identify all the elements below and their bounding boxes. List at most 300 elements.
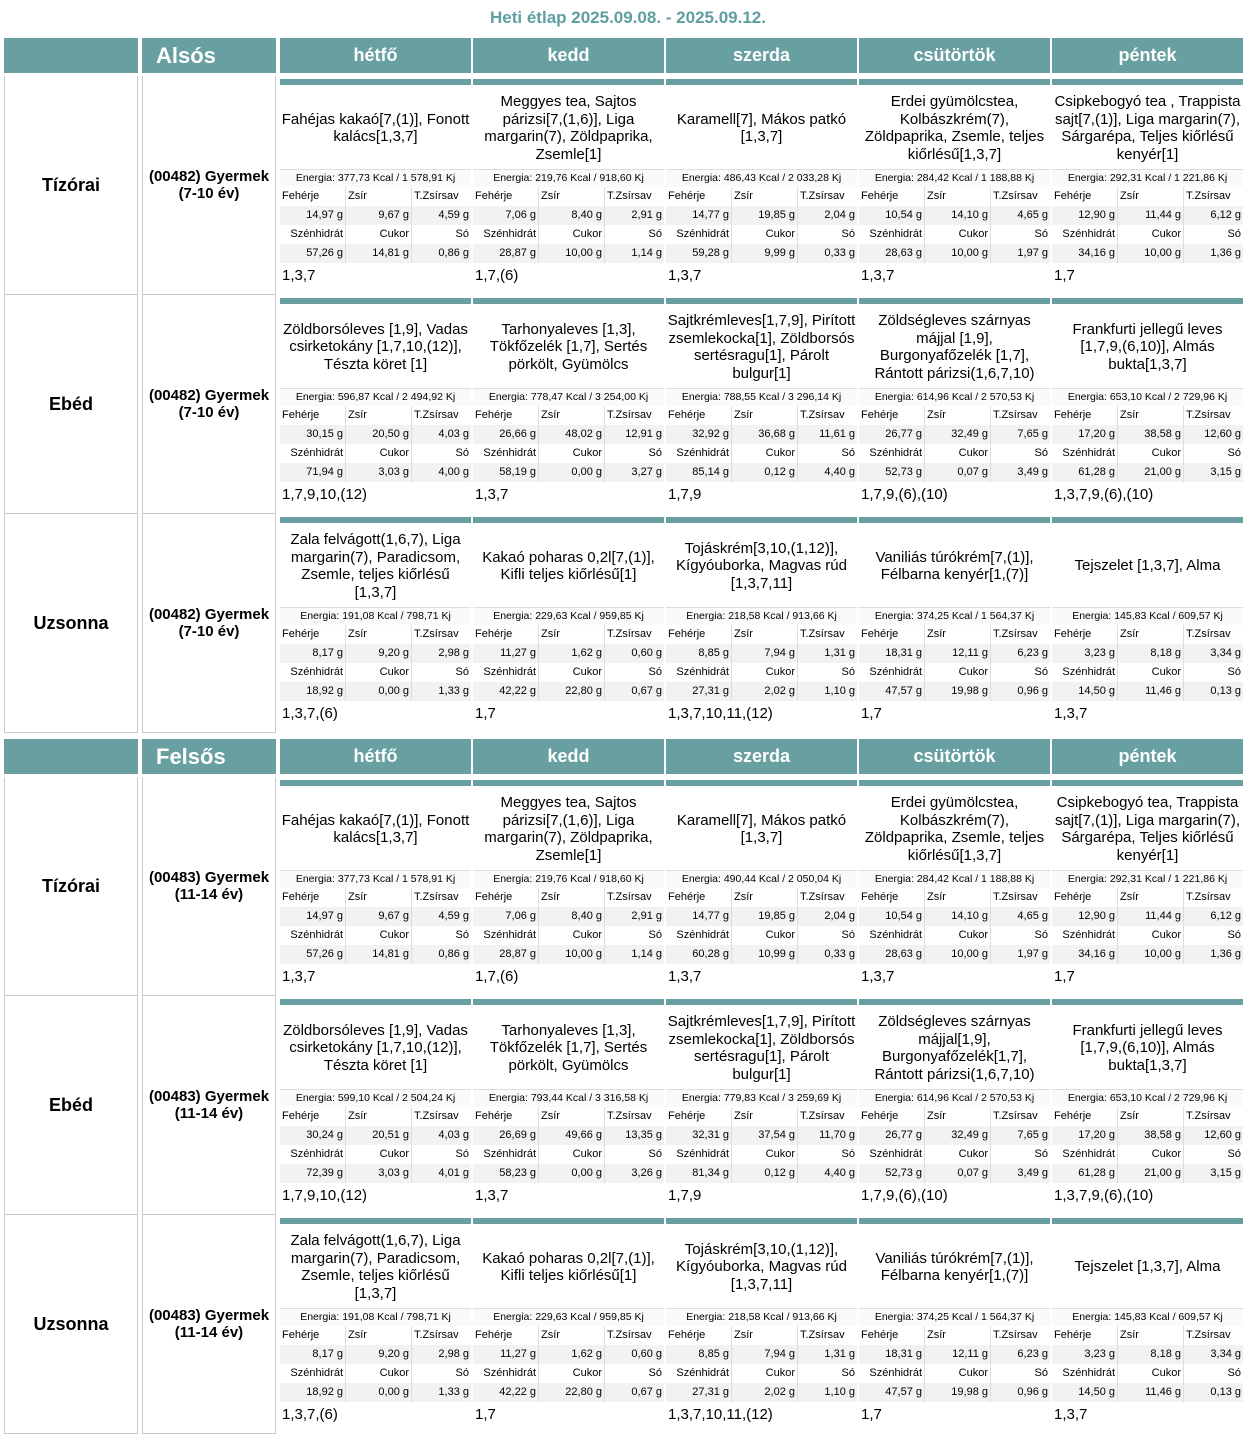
nutrient-value: 72,39 g [280, 1164, 346, 1183]
nutrient-value: 3,03 g [346, 463, 412, 482]
nutrient-label: T.Zsírsav [607, 409, 652, 421]
nutrient-value: 7,94 g [732, 644, 798, 663]
energy-value: Energia: 793,44 Kcal / 3 316,58 Kj [473, 1089, 664, 1108]
nutrient-value: 19,98 g [925, 1383, 991, 1402]
nutrient-label: Fehérje [666, 888, 732, 907]
nutrient-labels [1052, 625, 1243, 644]
nutrient-values [280, 907, 471, 926]
nutrient-values [280, 206, 471, 225]
nutrient-labels [1052, 1145, 1243, 1164]
nutrient-label: Fehérje [473, 1107, 539, 1126]
nutrient-value: 1,31 g [824, 1348, 855, 1360]
cell-top-bar [666, 517, 857, 523]
nutrient-value: 1,33 g [438, 1386, 469, 1398]
nutrient-label: T.Zsírsav [1186, 891, 1231, 903]
nutrient-values [280, 244, 471, 263]
energy-value: Energia: 788,55 Kcal / 3 296,14 Kj [666, 388, 857, 407]
nutrient-value: 2,91 g [631, 910, 662, 922]
nutrient-value: 61,28 g [1052, 463, 1118, 482]
nutrient-value: 3,27 g [631, 466, 662, 478]
nutrient-label: Só [1034, 447, 1048, 459]
nutrient-value: 28,63 g [859, 244, 925, 263]
nutrient-value: 1,10 g [824, 685, 855, 697]
day-header: szerda [666, 739, 857, 774]
nutrient-value: 14,81 g [346, 244, 412, 263]
nutrient-value: 34,16 g [1052, 945, 1118, 964]
nutrient-labels [280, 926, 471, 945]
nutrient-values [473, 206, 664, 225]
nutrient-label: Zsír [925, 625, 991, 644]
nutrient-label: Só [841, 666, 855, 678]
nutrient-label: Fehérje [1052, 888, 1118, 907]
nutrient-values [666, 1345, 857, 1364]
nutrient-labels [1052, 888, 1243, 907]
allergen-list: 1,7 [861, 705, 882, 722]
nutrient-value: 10,00 g [539, 244, 605, 263]
nutrient-labels [1052, 225, 1243, 244]
nutrient-label: Cukor [539, 663, 605, 682]
nutrient-label: Só [648, 228, 662, 240]
nutrient-value: 6,12 g [1210, 910, 1241, 922]
cell-top-bar [859, 298, 1050, 304]
nutrient-label: T.Zsírsav [607, 891, 652, 903]
allergen-list: 1,7,(6) [475, 267, 519, 284]
nutrient-values [666, 244, 857, 263]
nutrient-value: 34,16 g [1052, 244, 1118, 263]
nutrient-labels [666, 444, 857, 463]
nutrient-value: 1,14 g [631, 247, 662, 259]
nutrient-value: 14,10 g [925, 206, 991, 225]
nutrient-values [859, 1126, 1050, 1145]
allergen-list: 1,7,9,10,(12) [282, 486, 368, 503]
nutrient-label: Zsír [732, 1107, 798, 1126]
nutrient-values [473, 1383, 664, 1402]
nutrient-label: T.Zsírsav [607, 1329, 652, 1341]
energy-value: Energia: 377,73 Kcal / 1 578,91 Kj [280, 870, 471, 889]
age-group: (00483) Gyermek (11-14 év) [142, 1215, 276, 1434]
nutrient-labels [859, 444, 1050, 463]
menu-cell [666, 1218, 857, 1431]
nutrient-value: 18,31 g [859, 1345, 925, 1364]
nutrient-label: Fehérje [666, 1326, 732, 1345]
allergen-list: 1,3,7,9,(6),(10) [1054, 486, 1154, 503]
nutrient-label: Zsír [346, 888, 412, 907]
nutrient-value: 1,36 g [1210, 948, 1241, 960]
energy-value: Energia: 218,58 Kcal / 913,66 Kj [666, 607, 857, 626]
nutrient-value: 4,65 g [1017, 910, 1048, 922]
nutrient-label: T.Zsírsav [607, 628, 652, 640]
nutrient-labels [666, 225, 857, 244]
nutrient-label: Fehérje [473, 888, 539, 907]
nutrient-values [666, 1164, 857, 1183]
nutrient-values [280, 1345, 471, 1364]
nutrient-label: Szénhidrát [1052, 444, 1118, 463]
cell-top-bar [280, 999, 471, 1005]
cell-top-bar [473, 1218, 664, 1224]
nutrient-values [473, 945, 664, 964]
nutrient-label: Szénhidrát [280, 663, 346, 682]
food-description: Karamell[7], Mákos patkó [1,3,7] [676, 110, 847, 145]
nutrient-label: Cukor [1118, 225, 1184, 244]
menu-cell [280, 79, 471, 292]
nutrient-values [666, 945, 857, 964]
food-description: Csipkebogyó tea, Trappista sajt[7,(1)], Liga margarin(7), Sárgarépa, Teljes kiőrlésű kenyér[1] [1054, 794, 1241, 864]
energy-value: Energia: 614,96 Kcal / 2 570,53 Kj [859, 388, 1050, 407]
menu-cell [859, 517, 1050, 730]
nutrient-label: T.Zsírsav [800, 409, 845, 421]
nutrient-values [1052, 206, 1243, 225]
nutrient-value: 4,59 g [438, 910, 469, 922]
nutrient-values [859, 907, 1050, 926]
nutrient-value: 11,44 g [1118, 206, 1184, 225]
nutrient-label: Só [1227, 1148, 1241, 1160]
nutrient-value: 4,00 g [438, 466, 469, 478]
allergen-list: 1,7 [475, 705, 496, 722]
nutrient-labels [473, 888, 664, 907]
cell-top-bar [1052, 298, 1243, 304]
nutrient-value: 8,40 g [539, 907, 605, 926]
nutrient-label: Cukor [925, 444, 991, 463]
nutrient-label: Zsír [925, 1326, 991, 1345]
nutrient-labels [280, 1107, 471, 1126]
nutrient-values [859, 244, 1050, 263]
nutrient-value: 26,77 g [859, 1126, 925, 1145]
nutrient-label: Szénhidrát [1052, 926, 1118, 945]
nutrient-values [859, 682, 1050, 701]
nutrient-values [859, 425, 1050, 444]
cell-top-bar [280, 517, 471, 523]
nutrient-values [1052, 1345, 1243, 1364]
nutrient-value: 6,23 g [1017, 1348, 1048, 1360]
nutrient-label: Só [648, 1367, 662, 1379]
day-header: kedd [473, 38, 664, 73]
age-group: (00483) Gyermek (11-14 év) [142, 777, 276, 996]
nutrient-labels [666, 663, 857, 682]
nutrient-values [1052, 1126, 1243, 1145]
nutrient-label: T.Zsírsav [414, 190, 459, 202]
nutrient-values [666, 907, 857, 926]
menu-cell [473, 780, 664, 993]
menu-cell [666, 999, 857, 1212]
energy-value: Energia: 779,83 Kcal / 3 259,69 Kj [666, 1089, 857, 1108]
nutrient-value: 4,03 g [438, 428, 469, 440]
nutrient-label: Cukor [732, 225, 798, 244]
nutrient-label: Cukor [346, 1145, 412, 1164]
food-description: Kakaó poharas 0,2l[7,(1)], Kifli teljes kiőrlésű[1] [482, 1249, 655, 1284]
nutrient-label: Cukor [346, 1364, 412, 1383]
nutrient-label: Só [1227, 1367, 1241, 1379]
nutrient-value: 9,99 g [732, 244, 798, 263]
nutrient-value: 47,57 g [859, 682, 925, 701]
nutrient-label: Só [455, 1148, 469, 1160]
day-header: csütörtök [859, 739, 1050, 774]
nutrient-value: 28,87 g [473, 945, 539, 964]
nutrient-value: 0,12 g [732, 1164, 798, 1183]
nutrient-value: 85,14 g [666, 463, 732, 482]
allergen-list: 1,3,7,9,(6),(10) [1054, 1187, 1154, 1204]
cell-top-bar [666, 298, 857, 304]
nutrient-labels [280, 1364, 471, 1383]
nutrient-values [1052, 425, 1243, 444]
nutrient-value: 0,12 g [732, 463, 798, 482]
nutrient-label: Szénhidrát [859, 926, 925, 945]
nutrient-value: 0,67 g [631, 685, 662, 697]
nutrient-value: 42,22 g [473, 682, 539, 701]
nutrient-values [473, 644, 664, 663]
menu-cell [280, 517, 471, 730]
energy-value: Energia: 653,10 Kcal / 2 729,96 Kj [1052, 1089, 1243, 1108]
allergen-list: 1,3,7 [1054, 1406, 1088, 1423]
meal-name: Tízórai [4, 76, 138, 295]
nutrient-label: Zsír [1118, 187, 1184, 206]
nutrient-label: Szénhidrát [666, 225, 732, 244]
nutrient-label: Szénhidrát [859, 1364, 925, 1383]
nutrient-value: 2,98 g [438, 1348, 469, 1360]
cell-top-bar [666, 999, 857, 1005]
day-header: csütörtök [859, 38, 1050, 73]
nutrient-values [859, 1345, 1050, 1364]
nutrient-labels [473, 1145, 664, 1164]
menu-cell [1052, 517, 1243, 730]
nutrient-labels [666, 406, 857, 425]
nutrient-value: 3,23 g [1052, 644, 1118, 663]
nutrient-label: Cukor [1118, 926, 1184, 945]
nutrient-label: Szénhidrát [666, 663, 732, 682]
menu-cell [280, 1218, 471, 1431]
nutrient-values [473, 682, 664, 701]
nutrient-labels [666, 1107, 857, 1126]
nutrient-value: 26,66 g [473, 425, 539, 444]
nutrient-value: 14,50 g [1052, 1383, 1118, 1402]
nutrient-label: Cukor [539, 926, 605, 945]
nutrient-label: Fehérje [1052, 406, 1118, 425]
nutrient-label: Fehérje [280, 187, 346, 206]
nutrient-labels [280, 444, 471, 463]
energy-value: Energia: 284,42 Kcal / 1 188,88 Kj [859, 870, 1050, 889]
nutrient-value: 81,34 g [666, 1164, 732, 1183]
nutrient-value: 38,58 g [1118, 425, 1184, 444]
nutrient-label: Szénhidrát [666, 1145, 732, 1164]
nutrient-value: 2,04 g [824, 209, 855, 221]
cell-top-bar [280, 1218, 471, 1224]
food-description: Erdei gyümölcstea, Kolbászkrém(7), Zöldpaprika, Zsemle, teljes kiőrlésű[1,3,7] [864, 794, 1045, 864]
cell-top-bar [1052, 999, 1243, 1005]
nutrient-value: 12,90 g [1052, 206, 1118, 225]
food-description: Vaniliás túrókrém[7,(1)], Félbarna kenyér[1,(7)] [875, 1249, 1034, 1284]
nutrient-value: 10,99 g [732, 945, 798, 964]
nutrient-value: 19,98 g [925, 682, 991, 701]
nutrient-value: 7,94 g [732, 1345, 798, 1364]
nutrient-value: 3,34 g [1210, 647, 1241, 659]
energy-value: Energia: 614,96 Kcal / 2 570,53 Kj [859, 1089, 1050, 1108]
nutrient-value: 22,80 g [539, 682, 605, 701]
nutrient-label: Só [1034, 1367, 1048, 1379]
nutrient-label: T.Zsírsav [414, 628, 459, 640]
cell-top-bar [859, 79, 1050, 85]
nutrient-value: 10,00 g [1118, 945, 1184, 964]
nutrient-label: Zsír [539, 406, 605, 425]
nutrient-label: Szénhidrát [666, 1364, 732, 1383]
nutrient-label: Fehérje [859, 187, 925, 206]
food-description: Meggyes tea, Sajtos párizsi[7,(1,6)], Liga margarin(7), Zöldpaprika, Zsemle[1] [484, 93, 653, 163]
nutrient-labels [666, 1364, 857, 1383]
nutrient-label: Zsír [539, 1326, 605, 1345]
nutrient-label: Fehérje [859, 625, 925, 644]
food-description: Csipkebogyó tea , Trappista sajt[7,(1)], Liga margarin(7), Sárgarépa, Teljes kiőrlésű kenyér[1] [1054, 93, 1241, 163]
nutrient-value: 14,97 g [280, 206, 346, 225]
nutrient-label: Zsír [1118, 406, 1184, 425]
nutrient-value: 42,22 g [473, 1383, 539, 1402]
nutrient-value: 18,92 g [280, 682, 346, 701]
nutrient-labels [473, 926, 664, 945]
nutrient-value: 0,33 g [824, 948, 855, 960]
allergen-list: 1,7,9,(6),(10) [861, 1187, 948, 1204]
nutrient-label: Fehérje [666, 187, 732, 206]
nutrient-label: Cukor [539, 1145, 605, 1164]
nutrient-value: 26,77 g [859, 425, 925, 444]
nutrient-value: 3,49 g [1017, 466, 1048, 478]
nutrient-label: T.Zsírsav [414, 1329, 459, 1341]
energy-value: Energia: 778,47 Kcal / 3 254,00 Kj [473, 388, 664, 407]
nutrient-label: Zsír [1118, 1326, 1184, 1345]
nutrient-label: Zsír [1118, 1107, 1184, 1126]
nutrient-value: 7,06 g [473, 907, 539, 926]
nutrient-value: 12,90 g [1052, 907, 1118, 926]
nutrient-value: 8,18 g [1118, 644, 1184, 663]
nutrient-labels [1052, 187, 1243, 206]
energy-value: Energia: 145,83 Kcal / 609,57 Kj [1052, 1308, 1243, 1327]
menu-cell [473, 517, 664, 730]
cell-top-bar [859, 999, 1050, 1005]
food-description: Meggyes tea, Sajtos párizsi[7,(1,6)], Liga margarin(7), Zöldpaprika, Zsemle[1] [484, 794, 653, 864]
nutrient-value: 61,28 g [1052, 1164, 1118, 1183]
nutrient-labels [859, 406, 1050, 425]
nutrient-value: 0,00 g [539, 463, 605, 482]
nutrient-label: Só [841, 929, 855, 941]
nutrient-labels [473, 663, 664, 682]
nutrient-value: 0,00 g [346, 1383, 412, 1402]
food-description: Zala felvágott(1,6,7), Liga margarin(7), Paradicsom, Zsemle, teljes kiőrlésű [1,3,7] [290, 1232, 461, 1302]
nutrient-labels [1052, 1326, 1243, 1345]
cell-top-bar [666, 1218, 857, 1224]
nutrient-value: 57,26 g [280, 244, 346, 263]
nutrient-value: 12,91 g [625, 428, 662, 440]
nutrient-value: 17,20 g [1052, 1126, 1118, 1145]
nutrient-label: Cukor [732, 926, 798, 945]
nutrient-label: Szénhidrát [666, 444, 732, 463]
nutrient-labels [473, 1326, 664, 1345]
nutrient-value: 0,86 g [438, 247, 469, 259]
nutrient-label: Só [455, 228, 469, 240]
nutrient-value: 20,51 g [346, 1126, 412, 1145]
nutrient-label: T.Zsírsav [993, 190, 1038, 202]
nutrient-value: 0,86 g [438, 948, 469, 960]
nutrient-value: 11,46 g [1118, 682, 1184, 701]
energy-value: Energia: 229,63 Kcal / 959,85 Kj [473, 1308, 664, 1327]
nutrient-label: Cukor [732, 444, 798, 463]
nutrient-label: Cukor [1118, 1364, 1184, 1383]
nutrient-labels [473, 1364, 664, 1383]
nutrient-value: 8,18 g [1118, 1345, 1184, 1364]
nutrient-value: 12,11 g [925, 644, 991, 663]
menu-cell [1052, 298, 1243, 511]
nutrient-labels [666, 926, 857, 945]
nutrient-labels [1052, 926, 1243, 945]
food-description: Kakaó poharas 0,2l[7,(1)], Kifli teljes kiőrlésű[1] [482, 548, 655, 583]
allergen-list: 1,3,7,(6) [282, 705, 338, 722]
meal-name: Tízórai [4, 777, 138, 996]
nutrient-labels [473, 625, 664, 644]
nutrient-values [280, 644, 471, 663]
nutrient-value: 57,26 g [280, 945, 346, 964]
allergen-list: 1,7,9,10,(12) [282, 1187, 368, 1204]
menu-section [4, 38, 1246, 734]
nutrient-label: T.Zsírsav [993, 628, 1038, 640]
food-description: Sajtkrémleves[1,7,9], Pirított zsemlekocka[1], Zöldborsós sertésragu[1], Párolt bulgur[1] [667, 1013, 856, 1083]
food-description: Sajtkrémleves[1,7,9], Pirított zsemlekocka[1], Zöldborsós sertésragu[1], Párolt bulgur[1] [667, 312, 856, 382]
cell-top-bar [280, 780, 471, 786]
nutrient-label: Fehérje [1052, 1326, 1118, 1345]
menu-cell [473, 79, 664, 292]
nutrient-value: 14,50 g [1052, 682, 1118, 701]
nutrient-labels [473, 406, 664, 425]
menu-cell [473, 999, 664, 1212]
cell-top-bar [859, 517, 1050, 523]
nutrient-value: 11,46 g [1118, 1383, 1184, 1402]
nutrient-values [666, 463, 857, 482]
nutrient-label: T.Zsírsav [800, 190, 845, 202]
allergen-list: 1,3,7 [861, 968, 895, 985]
nutrient-value: 9,67 g [346, 907, 412, 926]
nutrient-label: Fehérje [280, 888, 346, 907]
nutrient-label: T.Zsírsav [993, 1329, 1038, 1341]
nutrient-value: 4,40 g [824, 466, 855, 478]
nutrient-value: 1,62 g [539, 644, 605, 663]
nutrient-values [859, 644, 1050, 663]
cell-top-bar [666, 79, 857, 85]
nutrient-label: T.Zsírsav [1186, 190, 1231, 202]
nutrient-value: 1,10 g [824, 1386, 855, 1398]
nutrient-labels [280, 663, 471, 682]
nutrient-value: 38,58 g [1118, 1126, 1184, 1145]
menu-cell [280, 298, 471, 511]
nutrient-label: Só [648, 666, 662, 678]
meal-name: Ebéd [4, 996, 138, 1215]
nutrient-labels [859, 187, 1050, 206]
allergen-list: 1,3,7 [668, 267, 702, 284]
food-description: Zöldborsóleves [1,9], Vadas csirketokány [1,7,10,(12)], Tészta köret [1] [283, 1021, 468, 1074]
nutrient-values [473, 1126, 664, 1145]
nutrient-values [859, 463, 1050, 482]
nutrient-value: 32,49 g [925, 425, 991, 444]
nutrient-label: Cukor [346, 926, 412, 945]
nutrient-label: Só [1227, 447, 1241, 459]
allergen-list: 1,3,7 [282, 267, 316, 284]
food-description: Frankfurti jellegű leves [1,7,9,(6,10)], Almás bukta[1,3,7] [1072, 320, 1223, 373]
allergen-list: 1,3,7 [282, 968, 316, 985]
nutrient-value: 22,80 g [539, 1383, 605, 1402]
nutrient-label: Zsír [346, 1107, 412, 1126]
nutrient-values [666, 1383, 857, 1402]
nutrient-value: 1,62 g [539, 1345, 605, 1364]
nutrient-labels [859, 926, 1050, 945]
food-description: Zöldségleves szárnyas májjal [1,9], Burgonyafőzelék [1,7], Rántott párizsi(1,6,7,10) [874, 312, 1035, 382]
allergen-list: 1,3,7,(6) [282, 1406, 338, 1423]
nutrient-label: Szénhidrát [473, 225, 539, 244]
energy-value: Energia: 218,58 Kcal / 913,66 Kj [666, 1308, 857, 1327]
energy-value: Energia: 490,44 Kcal / 2 050,04 Kj [666, 870, 857, 889]
nutrient-label: Cukor [925, 1364, 991, 1383]
